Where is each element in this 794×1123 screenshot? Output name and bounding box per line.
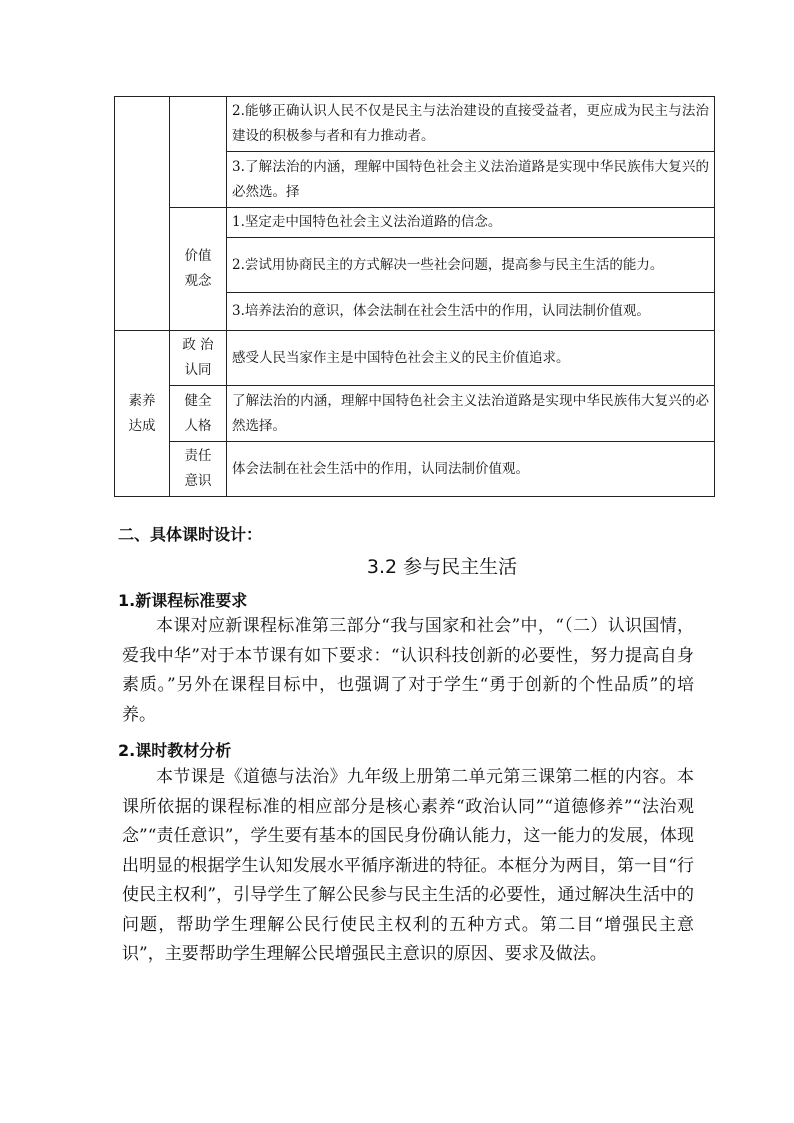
- personality-text: 了解法治的内涵，理解中国特色社会主义法治道路是实现中华民族伟大复兴的必然选择。: [227, 386, 715, 442]
- political-label-cell: [170, 331, 227, 386]
- table-row: [115, 97, 715, 152]
- personality-label-line-1: 健全: [184, 392, 212, 409]
- political-identity-text: 感受人民当家作主是中国特色社会主义的民主价值追求。: [227, 331, 715, 386]
- textbook-analysis-paragraph: [122, 763, 694, 970]
- knowledge-goal-2: 2.能够正确认识人民不仅是民主与法治建设的直接受益者，更应成为民主与法治建设的积极参与者和有力推动者。: [227, 97, 715, 152]
- literacy-label-cell: [115, 331, 170, 497]
- personality-label-line-2: 人格: [184, 417, 212, 434]
- literacy-label-line-1: 素养: [128, 392, 156, 409]
- table-row: [115, 331, 715, 386]
- responsibility-label-line-1: 责任: [184, 448, 212, 464]
- value-goal-2: 2.尝试用协商民主的方式解决一些社会问题，提高参与民主生活的能力。: [227, 238, 715, 293]
- table-row: [115, 386, 715, 442]
- table-cell: [170, 97, 227, 208]
- textbook-analysis-text: 本节课是《道德与法治》九年级上册第二单元第三课第二框的内容。本课所依据的课程标准的相应部分是核心素养“政治认同”“道德修养”“法治观念”“责任意识”，学生要有基本的国民身份确认能力，这一能力的发展，体现出明显的根据学生认知发展水平循序渐进的特征。本框分为两目，第一目“行使民主权利”，引导学生了解公民参与民主生活的必要性，通过解决生活中的问题，帮助学生理解公民行使民主权利的五种方式。第二目“增强民主意识”，主要帮助学生理解公民增强民主意识的原因、要求及做法。: [122, 767, 694, 964]
- knowledge-goal-3: 3.了解法治的内涵，理解中国特色社会主义法治道路是实现中华民族伟大复兴的必然选。择: [227, 152, 715, 208]
- section-heading: 二、具体课时设计：: [118, 525, 263, 544]
- political-label-line-2: 认同: [184, 362, 212, 378]
- subheading-textbook-analysis: 2.课时教材分析: [118, 741, 232, 760]
- value-label-line-1: 价值: [184, 248, 212, 264]
- value-goal-3: 3.培养法治的意识，体会法制在社会生活中的作用，认同法制价值观。: [227, 293, 715, 331]
- value-label-line-2: 观念: [184, 273, 212, 289]
- subheading-curriculum: 1.新课程标准要求: [118, 591, 248, 610]
- political-label-line-1: 政 治: [182, 337, 214, 353]
- curriculum-paragraph: [122, 612, 694, 730]
- curriculum-text: 本课对应新课程标准第三部分“我与国家和社会”中，“（二）认识国情，爱我中华”对于本节课有如下要求：“认识科技创新的必要性，努力提高自身素质。”另外在课程目标中，也强调了对于学生“勇于创新的个性品质”的培养。: [122, 616, 694, 725]
- responsibility-label-cell: [170, 442, 227, 497]
- value-label-cell: [170, 208, 227, 331]
- table-row: [115, 442, 715, 497]
- table-cell: [115, 97, 170, 331]
- table-row: [115, 208, 715, 238]
- value-goal-1: 1.坚定走中国特色社会主义法治道路的信念。: [227, 208, 715, 238]
- lesson-title: 3.2 参与民主生活: [366, 556, 518, 578]
- personality-label-cell: [170, 386, 227, 442]
- responsibility-text: 体会法制在社会生活中的作用，认同法制价值观。: [227, 442, 715, 497]
- literacy-label-line-2: 达成: [128, 417, 156, 434]
- teaching-goals-table: [114, 96, 715, 497]
- responsibility-label-line-2: 意识: [184, 473, 212, 489]
